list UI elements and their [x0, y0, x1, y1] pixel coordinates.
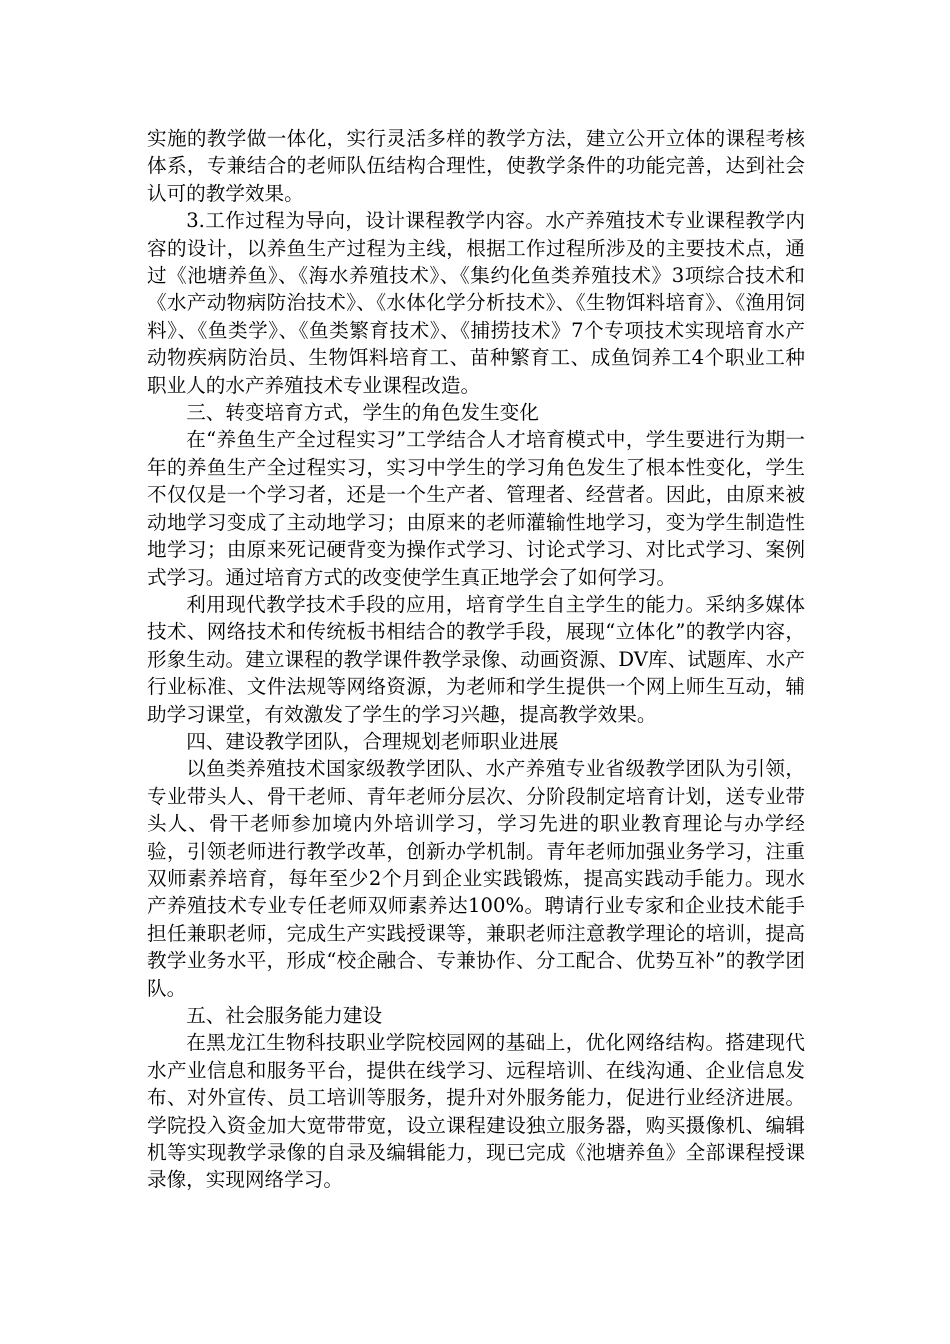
paragraph-course-content-design: 3.工作过程为导向，设计课程教学内容。水产养殖技术专业课程教学内容的设计，以养鱼生产过程为主线，根据工作过程所涉及的主要技术点，通过《池塘养鱼》、《海水养殖技术》、《集约化鱼类养殖技术》3项综合技术和《水产动物病防治技术》、《水体化学分析技术》、《生物饵料培育》、《渔用饲料》、《鱼类学》、《鱼类繁育技术》、《捕捞技术》7个专项技术实现培育水产动物疾病防治员、生物饵料培育工、苗种繁育工、成鱼饲养工4个职业工种职业人的水产养殖技术专业课程改造。 — [147, 209, 805, 397]
section-heading-social-service: 五、社会服务能力建设 — [186, 1004, 383, 1027]
paragraph-teaching-integration: 实施的教学做一体化，实行灵活多样的教学方法，建立公开立体的课程考核体系，专兼结合的老师队伍结构合理性，使教学条件的功能完善，达到社会认可的教学效果。 — [147, 127, 805, 205]
document-page — [147, 125, 805, 1194]
section-heading-teaching-team: 四、建设教学团队，合理规划老师职业进展 — [186, 729, 559, 753]
paragraph-social-service: 在黑龙江生物科技职业学院校园网的基础上，优化网络结构。搭建现代水产业信息和服务平台，提供在线学习、远程培训、在线沟通、企业信息发布、对外宣传、员工培训等服务，提升对外服务能力，促进行业经济进展。学院投入资金加大宽带带宽，设立课程建设独立服务器，购买摄像机、编辑机等实现教学录像的自录及编辑能力，现已完成《池塘养鱼》全部课程授课录像，实现网络学习。 — [147, 1031, 805, 1192]
section-heading-training-mode: 三、转变培育方式，学生的角色发生变化 — [186, 401, 539, 425]
paragraph-teaching-team: 以鱼类养殖技术国家级教学团队、水产养殖专业省级教学团队为引领，专业带头人、骨干老师、青年老师分层次、分阶段制定培育计划，送专业带头人、骨干老师参加境内外培训学习，学习先进的职业教育理论与办学经验，引领老师进行教学改革，创新办学机制。青年老师加强业务学习，注重双师素养培育，每年至少2个月到企业实践锻炼，提高实践动手能力。现水产养殖技术专业专任老师双师素养达100%。聘请行业专家和企业技术能手担任兼职老师，完成生产实践授课等，兼职老师注意教学理论的培训，提高教学业务水平，形成“校企融合、专兼协作、分工配合、优势互补”的教学团队。 — [147, 757, 805, 1000]
paragraph-student-role-change: 在“养鱼生产全过程实习”工学结合人才培育模式中，学生要进行为期一年的养鱼生产全过程实习，实习中学生的学习角色发生了根本性变化，学生不仅仅是一个学习者，还是一个生产者、管理者、经营者。因此，由原来被动地学习变成了主动地学习；由原来的老师灌输性地学习，变为学生制造性地学习；由原来死记硬背变为操作式学习、讨论式学习、对比式学习、案例式学习。通过培育方式的改变使学生真正地学会了如何学习。 — [147, 428, 805, 589]
paragraph-modern-teaching-tech: 利用现代教学技术手段的应用，培育学生自主学生的能力。采纳多媒体技术、网络技术和传统板书相结合的教学手段，展现“立体化”的教学内容，形象生动。建立课程的教学课件教学录像、动画资源、DV库、试题库、水产行业标准、文件法规等网络资源，为老师和学生提供一个网上师生互动，辅助学习课堂，有效激发了学生的学习兴趣，提高教学效果。 — [147, 592, 805, 726]
